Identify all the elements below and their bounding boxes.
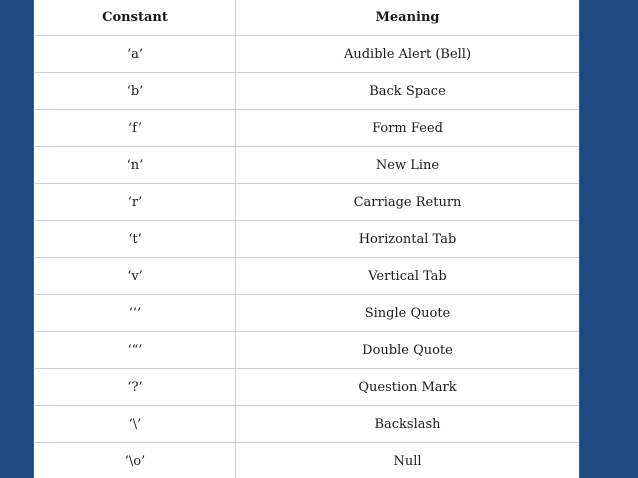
table-row <box>35 369 579 406</box>
cell-meaning: Vertical Tab <box>236 258 580 295</box>
cell-constant: ‘a’ <box>35 36 236 73</box>
table-header-row <box>35 0 579 36</box>
cell-meaning: Single Quote <box>236 295 580 332</box>
table-row <box>35 332 579 369</box>
cell-constant: ‘n’ <box>35 147 236 184</box>
table-row <box>35 110 579 147</box>
cell-constant: ‘’’ <box>35 295 236 332</box>
cell-constant: ‘r’ <box>35 184 236 221</box>
cell-meaning: Question Mark <box>236 369 580 406</box>
column-header-meaning: Meaning <box>236 0 580 36</box>
table-row <box>35 184 579 221</box>
cell-meaning: Carriage Return <box>236 184 580 221</box>
cell-meaning: Backslash <box>236 406 580 443</box>
cell-constant: ‘“’ <box>35 332 236 369</box>
cell-constant: ‘f’ <box>35 110 236 147</box>
table-row <box>35 406 579 443</box>
cell-meaning: New Line <box>236 147 580 184</box>
cell-meaning: Double Quote <box>236 332 580 369</box>
cell-constant: ‘?’ <box>35 369 236 406</box>
table-row <box>35 147 579 184</box>
cell-constant: ‘\o’ <box>35 443 236 478</box>
table-row <box>35 295 579 332</box>
cell-constant: ‘\’ <box>35 406 236 443</box>
cell-meaning: Null <box>236 443 580 478</box>
cell-constant: ‘b’ <box>35 73 236 110</box>
cell-meaning: Form Feed <box>236 110 580 147</box>
table-row <box>35 36 579 73</box>
column-header-constant: Constant <box>35 0 236 36</box>
table-row <box>35 258 579 295</box>
cell-constant: ‘v’ <box>35 258 236 295</box>
cell-constant: ‘t’ <box>35 221 236 258</box>
cell-meaning: Back Space <box>236 73 580 110</box>
cell-meaning: Horizontal Tab <box>236 221 580 258</box>
table-row <box>35 221 579 258</box>
table-row <box>35 73 579 110</box>
escape-sequence-table <box>35 0 579 478</box>
table-row <box>35 443 579 478</box>
document-sheet <box>33 0 580 478</box>
cell-meaning: Audible Alert (Bell) <box>236 36 580 73</box>
